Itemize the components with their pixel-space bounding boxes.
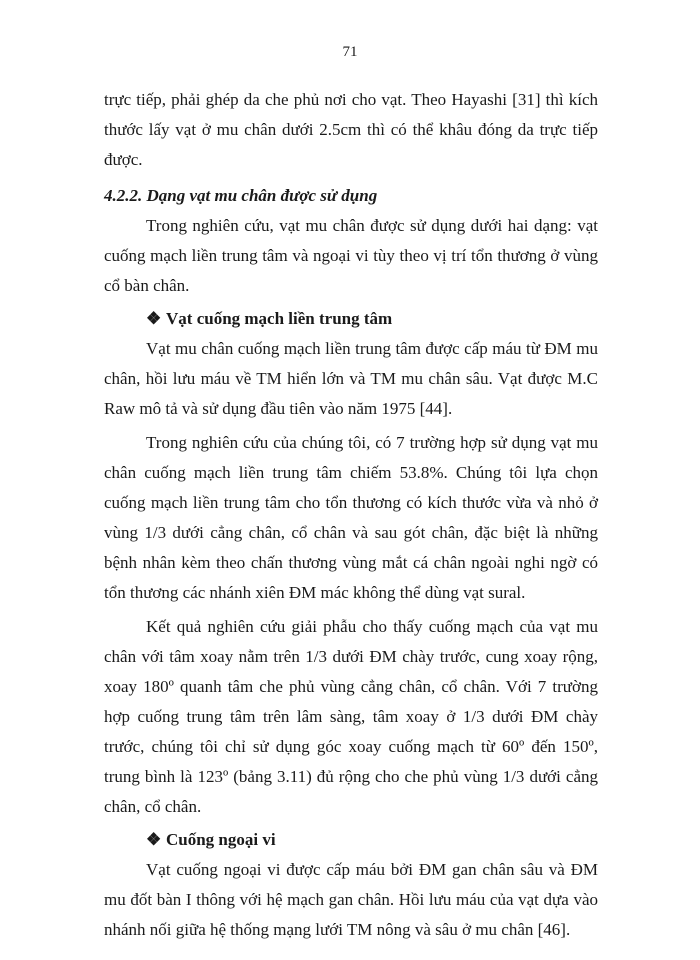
paragraph-central-study: Trong nghiên cứu của chúng tôi, có 7 trường hợp sử dụng vạt mu chân cuống mạch liền trung tâm chiếm 53.8%. Chúng tôi lựa chọn cuống mạch liền trung tâm cho tổn thương có kích thước vừa và nhỏ ở vùng 1/3 dưới cẳng chân, cổ chân và sau gót chân, đặc biệt là những bệnh nhân kèm theo chấn thương vùng mắt cá chân ngoài nghi ngờ có tổn thương các nhánh xiên ĐM mác không thể dùng vạt sural. [104,433,598,602]
subheading-peripheral [146,825,598,855]
paragraph-continuation: trực tiếp, phải ghép da che phủ nơi cho vạt. Theo Hayashi [31] thì kích thước lấy vạt ở mu chân dưới 2.5cm thì có thể khâu đóng da trực tiếp được. [104,90,598,169]
diamond-bullet-icon: ❖ [146,830,162,849]
paragraph-anatomy-results: Kết quả nghiên cứu giải phẫu cho thấy cuống mạch của vạt mu chân với tâm xoay nằm trên 1/3 dưới ĐM chày trước, cung xoay rộng, xoay 180º quanh tâm che phủ vùng cẳng chân, cổ chân. Với 7 trường hợp cuống trung tâm trên lâm sàng, tâm xoay ở 1/3 dưới ĐM chày trước, chúng tôi chỉ sử dụng góc xoay cuống mạch từ 60º đến 150º, trung bình là 123º (bảng 3.11) đủ rộng cho che phủ vùng 1/3 dưới cẳng chân, cổ chân. [104,617,598,816]
subheading-central-text: Vạt cuống mạch liền trung tâm [166,309,393,328]
subheading-central [146,304,598,334]
paragraph-peripheral: Vạt cuống ngoại vi được cấp máu bởi ĐM gan chân sâu và ĐM mu đốt bàn I thông với hệ mạch gan chân. Hồi lưu máu của vạt dựa vào nhánh nối giữa hệ thống mạng lưới TM nông và sâu ở mu chân [46]. [104,860,598,939]
diamond-bullet-icon: ❖ [146,309,162,328]
paragraph-intro: Trong nghiên cứu, vạt mu chân được sử dụng dưới hai dạng: vạt cuống mạch liền trung tâm và ngoại vi tùy theo vị trí tổn thương ở vùng cổ bàn chân. [104,216,598,295]
subheading-peripheral-text: Cuống ngoại vi [166,830,276,849]
page-number: 71 [342,44,358,60]
body-text [104,85,598,945]
section-heading: 4.2.2. Dạng vạt mu chân được sử dụng [104,186,378,205]
paragraph-central-description: Vạt mu chân cuống mạch liền trung tâm được cấp máu từ ĐM mu chân, hồi lưu máu về TM hiển lớn và TM mu chân sâu. Vạt được M.C Raw mô tả và sử dụng đầu tiên vào năm 1975 [44]. [104,339,598,418]
